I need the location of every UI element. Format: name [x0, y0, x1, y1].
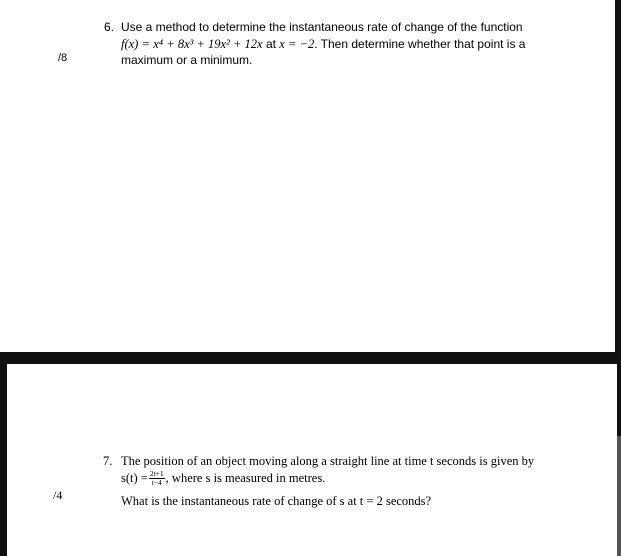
question-text-line: The position of an object moving along a straight line at time t seconds is given by: [121, 454, 535, 468]
question-function-line: [121, 470, 325, 487]
question-text-line: maximum or a minimum.: [121, 53, 253, 67]
marks-label: /8: [58, 52, 68, 64]
scrollbar[interactable]: [617, 436, 621, 556]
question-number: 6.: [104, 20, 115, 34]
fraction-numerator: 2t+1: [149, 469, 164, 478]
at-word: at: [265, 37, 276, 51]
worksheet-page-2: [7, 364, 617, 556]
question-text-rest: , where s is measured in metres.: [165, 471, 326, 485]
fraction: [149, 470, 165, 487]
marks-label: /4: [53, 488, 63, 502]
fraction-denominator: t−4: [151, 478, 162, 487]
question-text-line: What is the instantaneous rate of change of s at t = 2 seconds?: [121, 494, 432, 508]
function-lhs: s(t) =: [121, 471, 148, 485]
point-value: x = −2: [279, 37, 315, 51]
question-text-rest: . Then determine whether that point is a: [314, 37, 526, 51]
function-lhs: f(x) =: [121, 37, 150, 51]
function-rhs: x⁴ + 8x³ + 19x² + 12x: [153, 37, 263, 51]
question-function-line: [121, 37, 525, 52]
question-number: 7.: [103, 454, 113, 468]
question-text-line: Use a method to determine the instantaneous rate of change of the function: [121, 20, 523, 34]
